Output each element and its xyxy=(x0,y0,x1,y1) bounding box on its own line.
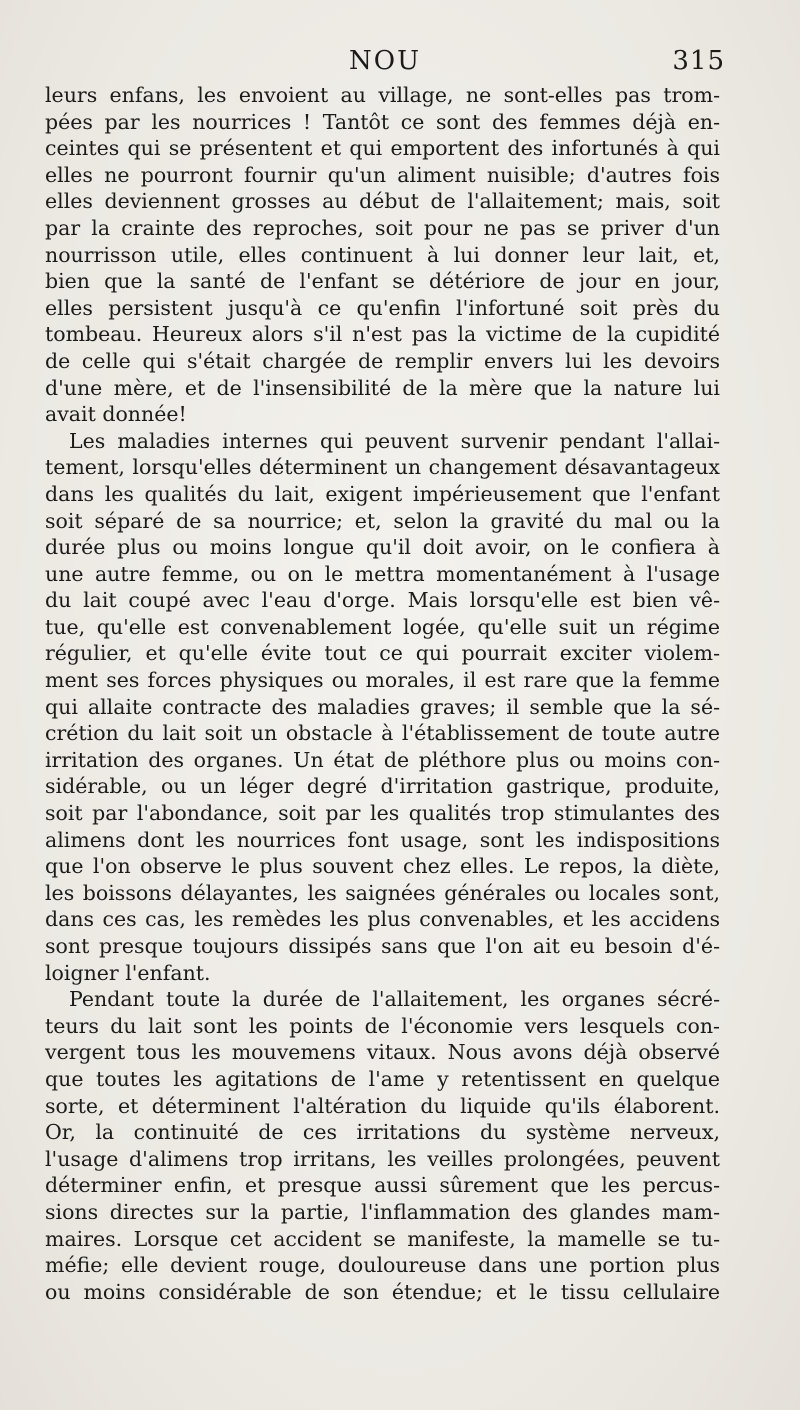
text-line: tombeau. Heureux alors s'il n'est pas la victime de la cupidité xyxy=(45,322,720,347)
text-line: crétion du lait soit un obstacle à l'établissement de toute autre xyxy=(45,721,720,746)
text-line: alimens dont les nourrices font usage, sont les indispositions xyxy=(45,827,720,852)
paragraph-3 xyxy=(45,986,720,1305)
text-line: avait donnée! xyxy=(45,402,187,427)
text-line: par la crainte des reproches, soit pour ne pas se priver d'un xyxy=(45,215,720,240)
text-line: ceintes qui se présentent et qui emportent des infortunés à qui xyxy=(45,136,720,161)
body-text xyxy=(45,82,720,1305)
text-line: teurs du lait sont les points de l'économie vers lesquels con- xyxy=(45,1013,720,1038)
text-line: méfie; elle devient rouge, douloureuse dans une portion plus xyxy=(45,1253,720,1278)
paragraph-2 xyxy=(45,428,720,986)
text-line: maires. Lorsque cet accident se manifeste, la mamelle se tu- xyxy=(45,1226,720,1251)
text-line: d'une mère, et de l'insensibilité de la mère que la nature lui xyxy=(45,375,720,400)
text-line: dans les qualités du lait, exigent impérieusement que l'enfant xyxy=(45,481,720,506)
text-line: sidérable, ou un léger degré d'irritation gastrique, produite, xyxy=(45,774,720,799)
text-line: que toutes les agitations de l'ame y retentissent en quelque xyxy=(45,1066,720,1091)
text-line: elles deviennent grosses au début de l'allaitement; mais, soit xyxy=(45,189,720,214)
text-line: de celle qui s'était chargée de remplir envers lui les devoirs xyxy=(45,348,720,373)
text-line: dans ces cas, les remèdes les plus convenables, et les accidens xyxy=(45,907,720,932)
text-line: durée plus ou moins longue qu'il doit avoir, on le confiera à xyxy=(45,535,720,560)
text-line: bien que la santé de l'enfant se détériore de jour en jour, xyxy=(45,269,720,294)
text-line: Or, la continuité de ces irritations du système nerveux, xyxy=(45,1120,720,1145)
text-line: Les maladies internes qui peuvent survenir pendant l'allai- xyxy=(69,428,720,453)
text-line: elles ne pourront fournir qu'un aliment nuisible; d'autres fois xyxy=(45,162,720,187)
text-line: les boissons délayantes, les saignées générales ou locales sont, xyxy=(45,880,720,905)
text-line: ou moins considérable de son étendue; et le tissu cellulaire xyxy=(45,1279,720,1304)
text-line: elles persistent jusqu'à ce qu'enfin l'infortuné soit près du xyxy=(45,295,720,320)
text-line: sorte, et déterminent l'altération du liquide qu'ils élaborent. xyxy=(45,1093,720,1118)
text-line: ment ses forces physiques ou morales, il est rare que la femme xyxy=(45,668,720,693)
text-line: que l'on observe le plus souvent chez elles. Le repos, la diète, xyxy=(45,854,720,879)
text-line: loigner l'enfant. xyxy=(45,960,211,985)
running-head xyxy=(45,46,725,86)
page-number: 315 xyxy=(672,46,725,76)
text-line: du lait coupé avec l'eau d'orge. Mais lorsqu'elle est bien vê- xyxy=(45,588,720,613)
text-line: leurs enfans, les envoient au village, ne sont-elles pas trom- xyxy=(45,83,720,107)
text-line: déterminer enfin, et presque aussi sûrement que les percus- xyxy=(45,1173,720,1198)
text-line: vergent tous les mouvemens vitaux. Nous avons déjà observé xyxy=(45,1040,720,1065)
text-line: tue, qu'elle est convenablement logée, qu'elle suit un régime xyxy=(45,614,720,639)
text-line: pées par les nourrices ! Tantôt ce sont des femmes déjà en- xyxy=(45,109,720,134)
running-title: NOU xyxy=(349,46,421,76)
paragraph-1 xyxy=(45,82,720,428)
text-line: tement, lorsqu'elles déterminent un changement désavantageux xyxy=(45,455,720,480)
text-line: l'usage d'alimens trop irritans, les veilles prolongées, peuvent xyxy=(45,1146,720,1171)
text-line: soit séparé de sa nourrice; et, selon la gravité du mal ou la xyxy=(45,508,720,533)
text-line: sont presque toujours dissipés sans que l'on ait eu besoin d'é- xyxy=(45,934,720,958)
text-line: nourrisson utile, elles continuent à lui donner leur lait, et, xyxy=(45,242,720,267)
text-line: Pendant toute la durée de l'allaitement, les organes sécré- xyxy=(69,987,720,1012)
text-line: soit par l'abondance, soit par les qualités trop stimulantes des xyxy=(45,801,720,826)
text-line: régulier, et qu'elle évite tout ce qui pourrait exciter violem- xyxy=(45,641,720,666)
text-line: irritation des organes. Un état de pléthore plus ou moins con- xyxy=(45,747,720,772)
text-line: une autre femme, ou on le mettra momentanément à l'usage xyxy=(45,561,720,586)
text-line: sions directes sur la partie, l'inflammation des glandes mam- xyxy=(45,1199,720,1224)
text-line: qui allaite contracte des maladies graves; il semble que la sé- xyxy=(45,694,720,719)
